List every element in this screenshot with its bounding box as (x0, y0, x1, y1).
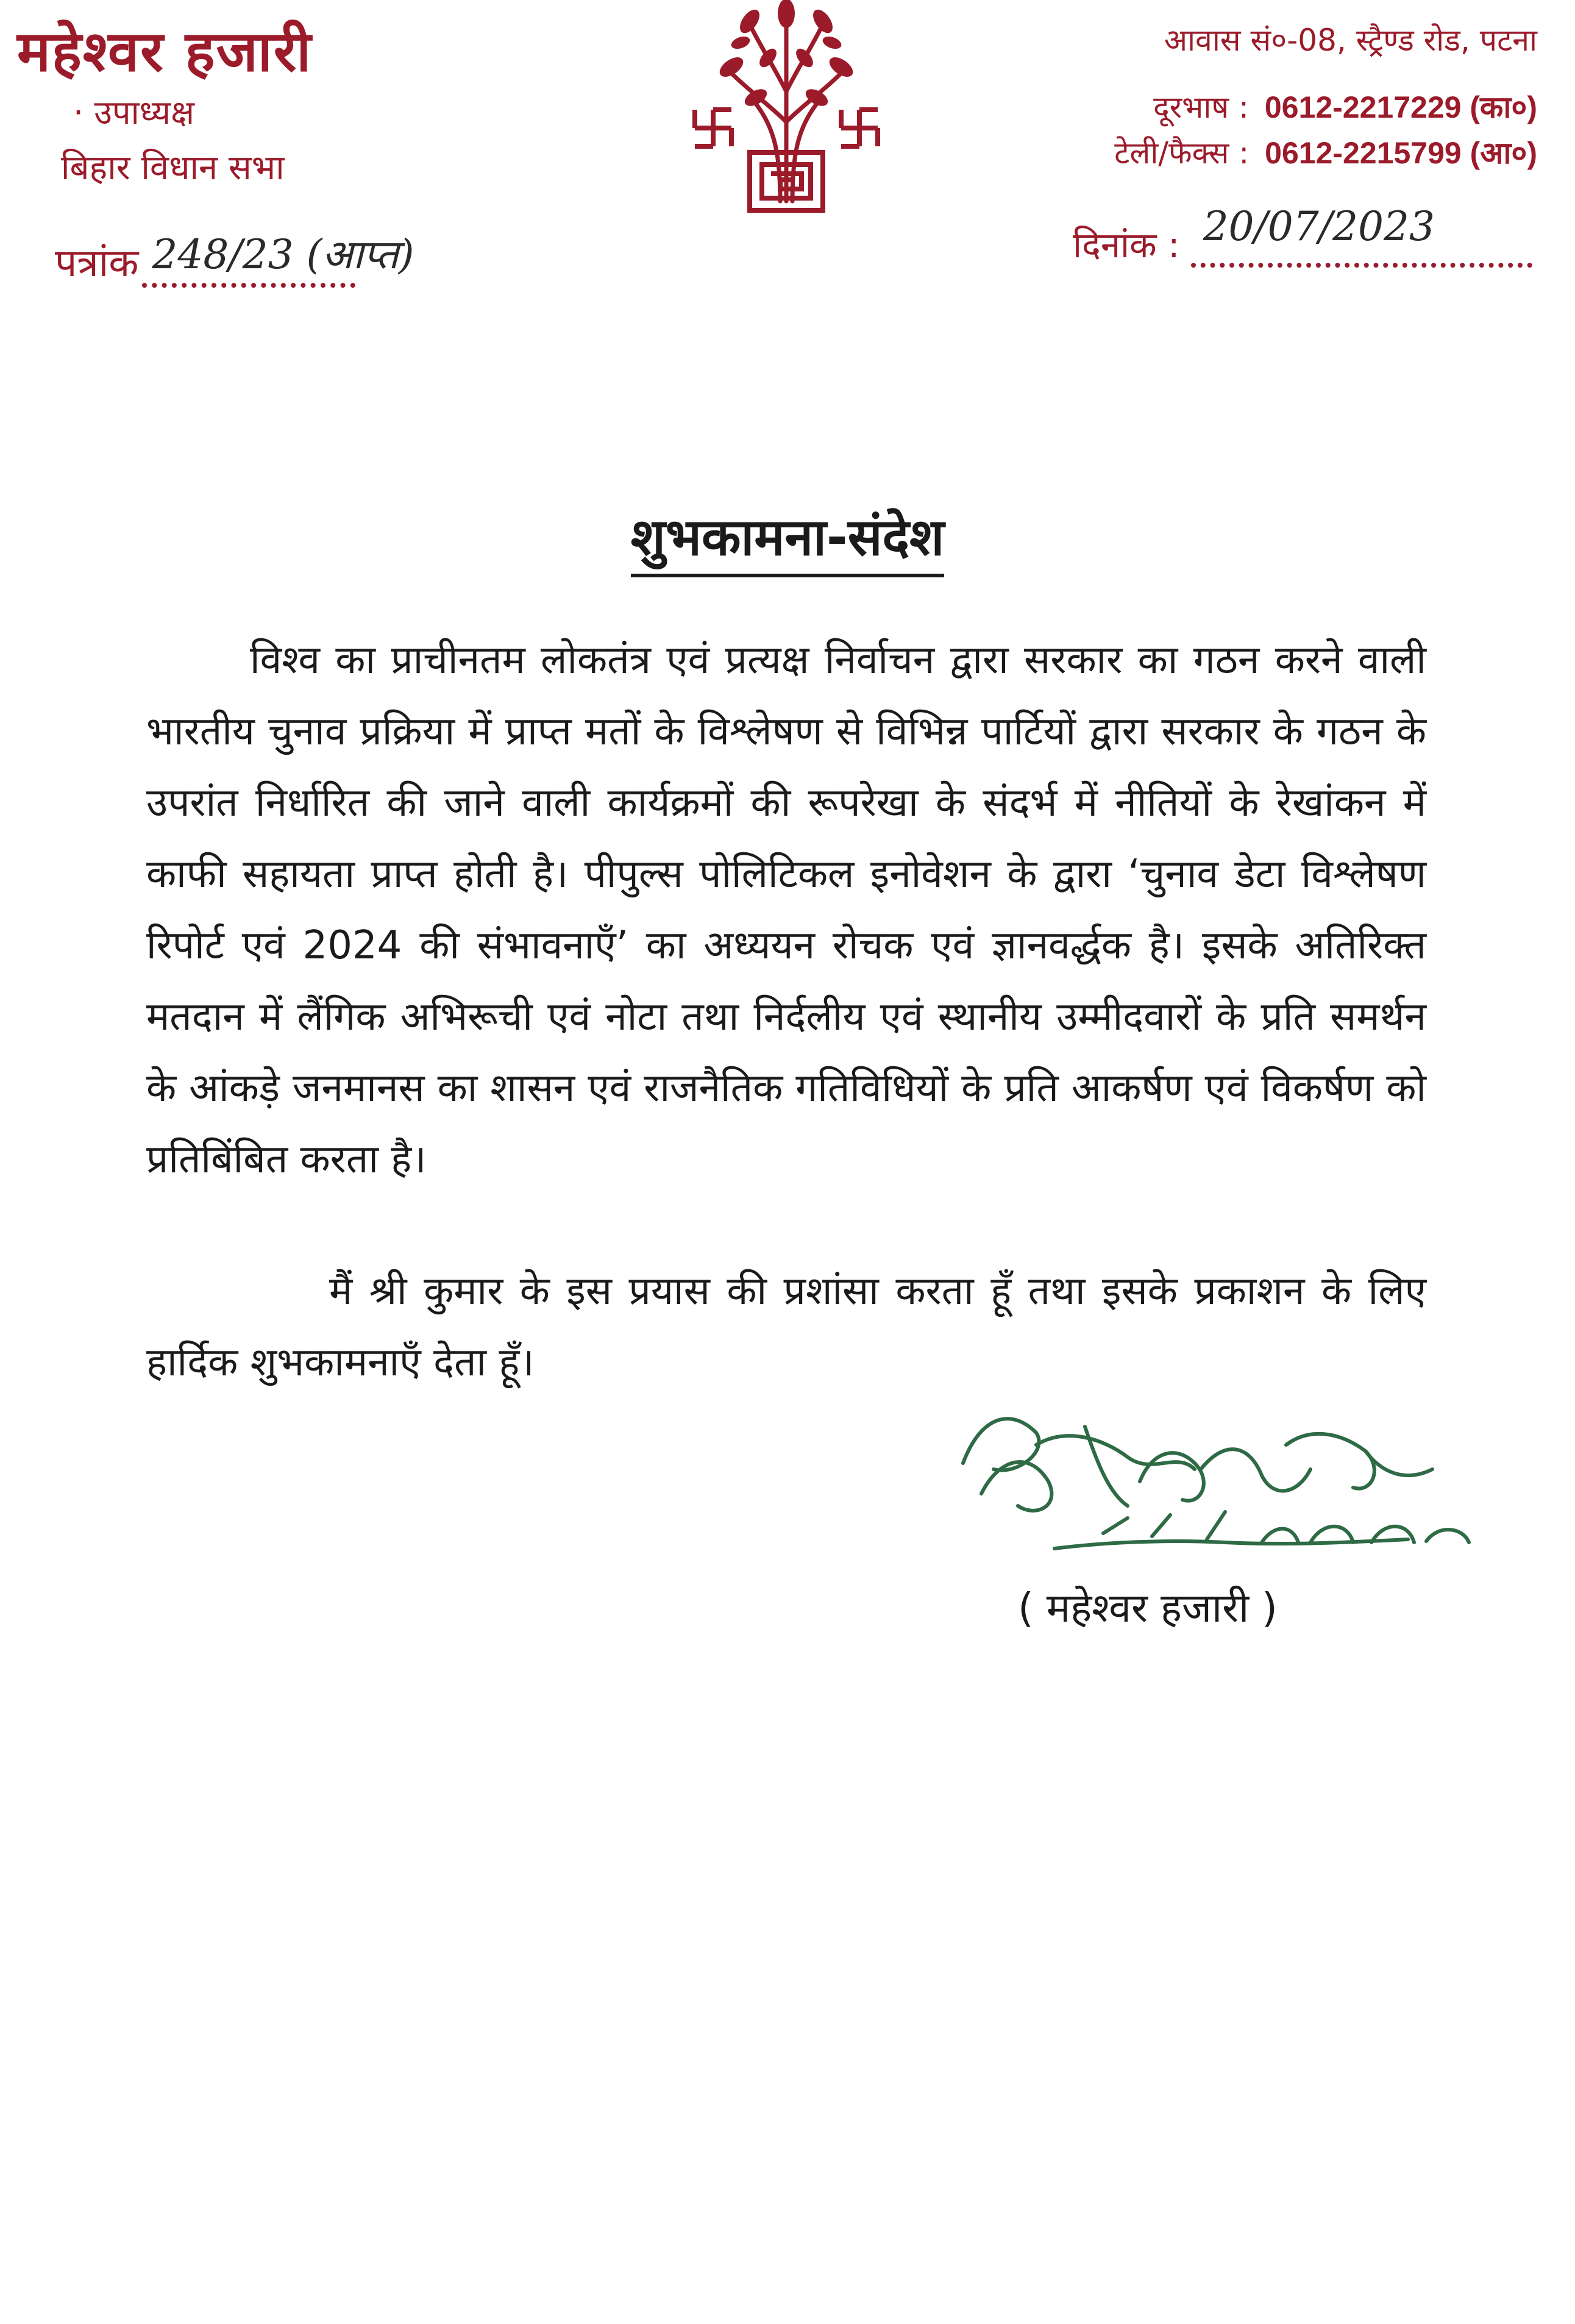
handwritten-signature-icon (945, 1390, 1487, 1585)
date-dotted-line (1191, 203, 1532, 268)
letterhead-address: आवास सं०-08, स्ट्रैण्ड रोड, पटना (1164, 23, 1537, 58)
date-label: दिनांक : (1073, 224, 1180, 266)
date-handwritten-value: 20/07/2023 (1203, 203, 1435, 250)
fax-value: 0612-2215799 (आ०) (1265, 136, 1537, 170)
reference-label: पत्रांक (55, 241, 139, 286)
letter-paragraph-2: मैं श्री कुमार के इस प्रयास की प्रशांसा करता हूँ तथा इसके प्रकाशन के लिए हार्दिक शुभकामनाएँ देता हूँ। (146, 1269, 1426, 1385)
reference-handwritten-value: 248/23 (आप्त) (152, 231, 414, 278)
bodhi-tree-emblem-icon (683, 0, 890, 213)
letterhead-organization: बिहार विधान सभा (61, 148, 285, 188)
letterhead-phone (1153, 85, 1537, 127)
phone-value: 0612-2217229 (का०) (1264, 90, 1537, 124)
letterhead-name: महेश्वर हजारी (17, 19, 313, 84)
letter-paragraph-1: विश्व का प्राचीनतम लोकतंत्र एवं प्रत्यक्ष निर्वाचन द्वारा सरकार का गठन करने वाली भारतीय चुनाव प्रक्रिया में प्राप्त मतों के विश्लेषण से विभिन्न पार्टियों द्वारा सरकार के गठन के उपरांत निर्धारित की जाने वाली कार्यक्रमों की रूपरेखा के संदर्भ में नीतियों के रेखांकन में काफी सहायता प्राप्त होती है। पीपुल्स पोलिटिकल इनोवेशन के द्वारा ‘चुनाव डेटा विश्लेषण रिपोर्ट एवं 2024 की संभावनाएँ’ का अध्ययन रोचक एवं ज्ञानवर्द्धक है। इसके अतिरिक्त मतदान में लैंगिक अभिरूची एवं नोटा तथा निर्दलीय एवं स्थानीय उम्मीदवारों के प्रति समर्थन के आंकड़े जनमानस का शासन एवं राजनैतिक गतिविधियों के प्रति आकर्षण एवं विकर्षण को प्रतिबिंबित करता है। (146, 638, 1426, 1182)
letterhead-designation: · उपाध्यक्ष (73, 93, 194, 132)
signatory-name: ( महेश्वर हजारी ) (1018, 1584, 1278, 1631)
letter-heading (0, 500, 1575, 577)
fax-label: टेली/फैक्स : (1114, 135, 1250, 171)
reference-number (55, 231, 414, 288)
heading-text: शुभकामना-संदेश (631, 500, 944, 577)
letterhead-fax (1114, 131, 1537, 173)
reference-dotted-line (142, 231, 414, 288)
phone-label: दूरभाष : (1153, 90, 1249, 125)
letter-date (1073, 203, 1532, 268)
